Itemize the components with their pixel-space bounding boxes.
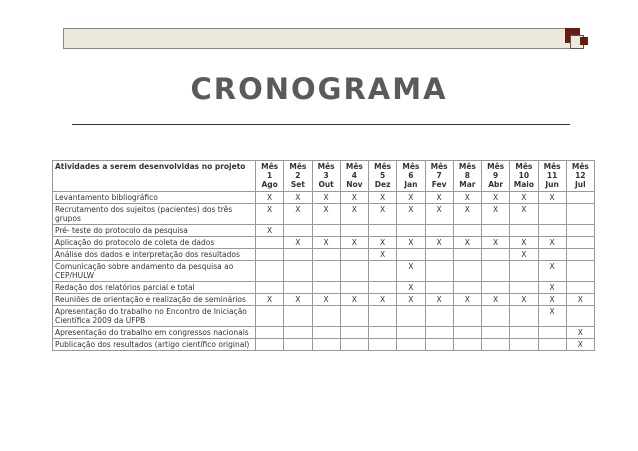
schedule-table bbox=[52, 160, 595, 351]
month-mark-cell: X bbox=[538, 282, 566, 294]
month-mark-cell bbox=[453, 306, 481, 327]
month-header-abbr: Mar bbox=[459, 180, 476, 189]
month-header-abbr: Nov bbox=[346, 180, 363, 189]
month-mark-cell bbox=[312, 249, 340, 261]
month-column-header bbox=[312, 161, 340, 192]
month-mark-cell: X bbox=[482, 204, 510, 225]
month-mark-cell bbox=[566, 249, 594, 261]
month-mark-cell: X bbox=[425, 237, 453, 249]
month-mark-cell bbox=[284, 306, 312, 327]
month-column-header bbox=[566, 161, 594, 192]
month-mark-cell: X bbox=[340, 294, 368, 306]
month-mark-cell bbox=[369, 225, 397, 237]
month-header-abbr: Dez bbox=[374, 180, 391, 189]
month-mark-cell bbox=[482, 327, 510, 339]
month-header-number: 5 bbox=[380, 171, 386, 180]
month-mark-cell bbox=[397, 225, 425, 237]
month-mark-cell bbox=[453, 225, 481, 237]
table-row bbox=[53, 261, 595, 282]
month-mark-cell bbox=[482, 249, 510, 261]
month-mark-cell: X bbox=[425, 204, 453, 225]
month-header-abbr: Maio bbox=[513, 180, 534, 189]
table-row bbox=[53, 327, 595, 339]
month-mark-cell: X bbox=[312, 192, 340, 204]
month-header-label: Mês bbox=[571, 162, 589, 171]
month-header-abbr: Ago bbox=[261, 180, 278, 189]
month-column-header bbox=[369, 161, 397, 192]
month-mark-cell bbox=[510, 225, 538, 237]
table-body bbox=[53, 192, 595, 351]
month-mark-cell bbox=[256, 261, 284, 282]
month-mark-cell bbox=[566, 306, 594, 327]
month-mark-cell bbox=[397, 249, 425, 261]
month-mark-cell: X bbox=[256, 192, 284, 204]
month-mark-cell bbox=[510, 327, 538, 339]
month-mark-cell bbox=[369, 282, 397, 294]
month-mark-cell bbox=[340, 225, 368, 237]
month-header-number: 1 bbox=[267, 171, 273, 180]
month-mark-cell bbox=[284, 339, 312, 351]
month-mark-cell: X bbox=[397, 282, 425, 294]
month-header-number: 11 bbox=[546, 171, 558, 180]
month-mark-cell bbox=[453, 327, 481, 339]
month-mark-cell: X bbox=[312, 204, 340, 225]
month-column-header bbox=[397, 161, 425, 192]
activity-cell: Comunicação sobre andamento da pesquisa ao CEP/HULW bbox=[53, 261, 256, 282]
activity-cell: Apresentação do trabalho no Encontro de Iniciação Científica 2009 da UFPB bbox=[53, 306, 256, 327]
month-mark-cell bbox=[425, 327, 453, 339]
month-mark-cell bbox=[340, 261, 368, 282]
month-mark-cell bbox=[340, 249, 368, 261]
month-mark-cell: X bbox=[256, 225, 284, 237]
month-mark-cell: X bbox=[369, 192, 397, 204]
month-mark-cell: X bbox=[284, 192, 312, 204]
month-mark-cell: X bbox=[538, 306, 566, 327]
activity-cell: Reuniões de orientação e realização de seminários bbox=[53, 294, 256, 306]
month-mark-cell bbox=[482, 282, 510, 294]
month-header-abbr: Out bbox=[318, 180, 334, 189]
activity-cell: Publicação dos resultados (artigo científico original) bbox=[53, 339, 256, 351]
month-mark-cell: X bbox=[425, 192, 453, 204]
month-mark-cell bbox=[510, 261, 538, 282]
month-mark-cell: X bbox=[482, 237, 510, 249]
month-mark-cell bbox=[566, 225, 594, 237]
month-header-label: Mês bbox=[261, 162, 279, 171]
activity-cell: Aplicação do protocolo de coleta de dados bbox=[53, 237, 256, 249]
table-row bbox=[53, 237, 595, 249]
month-mark-cell: X bbox=[369, 237, 397, 249]
month-mark-cell: X bbox=[340, 237, 368, 249]
month-mark-cell bbox=[482, 225, 510, 237]
month-mark-cell: X bbox=[566, 339, 594, 351]
month-header-abbr: Abr bbox=[488, 180, 504, 189]
month-mark-cell bbox=[425, 282, 453, 294]
month-header-abbr: Jan bbox=[404, 180, 418, 189]
table-row bbox=[53, 192, 595, 204]
month-column-header bbox=[340, 161, 368, 192]
month-column-header bbox=[510, 161, 538, 192]
month-column-header bbox=[425, 161, 453, 192]
table-header-row bbox=[53, 161, 595, 192]
table-row bbox=[53, 249, 595, 261]
month-mark-cell bbox=[482, 306, 510, 327]
month-column-header bbox=[453, 161, 481, 192]
month-mark-cell bbox=[312, 327, 340, 339]
month-mark-cell: X bbox=[566, 327, 594, 339]
month-mark-cell bbox=[256, 327, 284, 339]
activity-cell: Pré- teste do protocolo da pesquisa bbox=[53, 225, 256, 237]
month-mark-cell bbox=[256, 249, 284, 261]
title-divider bbox=[72, 124, 570, 125]
month-mark-cell: X bbox=[538, 294, 566, 306]
month-mark-cell: X bbox=[453, 237, 481, 249]
table-row bbox=[53, 225, 595, 237]
month-mark-cell bbox=[397, 339, 425, 351]
activity-cell: Apresentação do trabalho em congressos nacionais bbox=[53, 327, 256, 339]
month-mark-cell bbox=[453, 282, 481, 294]
month-mark-cell bbox=[256, 282, 284, 294]
month-mark-cell: X bbox=[369, 249, 397, 261]
month-mark-cell: X bbox=[538, 261, 566, 282]
month-column-header bbox=[482, 161, 510, 192]
month-mark-cell: X bbox=[510, 237, 538, 249]
month-header-number: 7 bbox=[436, 171, 442, 180]
month-mark-cell bbox=[510, 339, 538, 351]
month-mark-cell bbox=[256, 237, 284, 249]
corner-decoration-small bbox=[580, 37, 588, 45]
month-mark-cell: X bbox=[482, 192, 510, 204]
month-header-label: Mês bbox=[317, 162, 335, 171]
month-header-label: Mês bbox=[374, 162, 392, 171]
month-mark-cell: X bbox=[284, 204, 312, 225]
activity-cell: Redação dos relatórios parcial e total bbox=[53, 282, 256, 294]
month-mark-cell: X bbox=[397, 192, 425, 204]
month-mark-cell: X bbox=[397, 237, 425, 249]
month-mark-cell bbox=[397, 306, 425, 327]
month-mark-cell bbox=[453, 261, 481, 282]
month-mark-cell: X bbox=[510, 204, 538, 225]
month-mark-cell: X bbox=[453, 192, 481, 204]
month-column-header bbox=[538, 161, 566, 192]
month-mark-cell bbox=[369, 327, 397, 339]
month-header-abbr: Set bbox=[290, 180, 305, 189]
month-mark-cell bbox=[510, 282, 538, 294]
month-mark-cell bbox=[538, 225, 566, 237]
month-mark-cell: X bbox=[312, 237, 340, 249]
table-row bbox=[53, 294, 595, 306]
month-header-label: Mês bbox=[430, 162, 448, 171]
month-header-label: Mês bbox=[289, 162, 307, 171]
month-mark-cell bbox=[340, 339, 368, 351]
month-mark-cell bbox=[340, 306, 368, 327]
month-mark-cell bbox=[566, 261, 594, 282]
month-mark-cell: X bbox=[397, 261, 425, 282]
month-mark-cell bbox=[566, 192, 594, 204]
month-mark-cell: X bbox=[538, 237, 566, 249]
month-mark-cell bbox=[538, 249, 566, 261]
month-header-number: 10 bbox=[518, 171, 530, 180]
month-mark-cell bbox=[340, 282, 368, 294]
month-mark-cell bbox=[369, 306, 397, 327]
month-mark-cell: X bbox=[510, 192, 538, 204]
month-mark-cell bbox=[425, 306, 453, 327]
month-mark-cell bbox=[312, 306, 340, 327]
month-mark-cell: X bbox=[510, 294, 538, 306]
month-mark-cell: X bbox=[312, 294, 340, 306]
month-header-label: Mês bbox=[543, 162, 561, 171]
month-header-abbr: Fev bbox=[431, 180, 447, 189]
month-header-label: Mês bbox=[458, 162, 476, 171]
month-mark-cell: X bbox=[369, 294, 397, 306]
month-header-number: 12 bbox=[575, 171, 586, 180]
month-header-number: 9 bbox=[493, 171, 499, 180]
month-mark-cell: X bbox=[256, 294, 284, 306]
month-mark-cell bbox=[482, 261, 510, 282]
month-mark-cell: X bbox=[369, 204, 397, 225]
activity-cell: Análise dos dados e interpretação dos resultados bbox=[53, 249, 256, 261]
table-row bbox=[53, 339, 595, 351]
month-mark-cell bbox=[425, 249, 453, 261]
month-header-number: 8 bbox=[464, 171, 470, 180]
month-mark-cell: X bbox=[397, 294, 425, 306]
month-mark-cell bbox=[284, 249, 312, 261]
month-mark-cell bbox=[482, 339, 510, 351]
month-mark-cell: X bbox=[453, 294, 481, 306]
month-header-label: Mês bbox=[487, 162, 505, 171]
month-mark-cell bbox=[566, 237, 594, 249]
slide-top-bar bbox=[63, 28, 579, 49]
month-column-header bbox=[284, 161, 312, 192]
month-header-number: 6 bbox=[408, 171, 414, 180]
month-mark-cell bbox=[284, 225, 312, 237]
month-mark-cell bbox=[453, 249, 481, 261]
month-mark-cell: X bbox=[397, 204, 425, 225]
month-mark-cell bbox=[566, 204, 594, 225]
month-header-label: Mês bbox=[402, 162, 420, 171]
activity-column-header: Atividades a serem desenvolvidas no projeto bbox=[53, 161, 256, 192]
month-mark-cell bbox=[397, 327, 425, 339]
table-row bbox=[53, 306, 595, 327]
month-mark-cell: X bbox=[284, 294, 312, 306]
month-header-number: 4 bbox=[351, 171, 357, 180]
activity-cell: Levantamento bibliográfico bbox=[53, 192, 256, 204]
month-mark-cell bbox=[369, 339, 397, 351]
month-mark-cell: X bbox=[256, 204, 284, 225]
month-mark-cell bbox=[284, 282, 312, 294]
month-mark-cell: X bbox=[538, 192, 566, 204]
month-mark-cell: X bbox=[340, 204, 368, 225]
month-mark-cell bbox=[425, 339, 453, 351]
month-mark-cell bbox=[312, 225, 340, 237]
month-mark-cell: X bbox=[425, 294, 453, 306]
month-mark-cell bbox=[256, 306, 284, 327]
month-mark-cell bbox=[256, 339, 284, 351]
month-header-label: Mês bbox=[515, 162, 533, 171]
month-mark-cell bbox=[312, 282, 340, 294]
month-header-abbr: Jun bbox=[545, 180, 559, 189]
month-mark-cell bbox=[312, 339, 340, 351]
month-mark-cell bbox=[538, 339, 566, 351]
month-mark-cell bbox=[425, 261, 453, 282]
activity-cell: Recrutamento dos sujeitos (pacientes) dos três grupos bbox=[53, 204, 256, 225]
page-title: CRONOGRAMA bbox=[190, 72, 448, 106]
month-mark-cell bbox=[538, 204, 566, 225]
month-mark-cell: X bbox=[510, 249, 538, 261]
month-mark-cell: X bbox=[482, 294, 510, 306]
month-mark-cell: X bbox=[453, 204, 481, 225]
month-header-abbr: Jul bbox=[575, 180, 586, 189]
month-mark-cell bbox=[510, 306, 538, 327]
month-mark-cell bbox=[425, 225, 453, 237]
month-mark-cell: X bbox=[284, 237, 312, 249]
table-row bbox=[53, 204, 595, 225]
month-mark-cell bbox=[284, 327, 312, 339]
month-header-number: 3 bbox=[323, 171, 329, 180]
month-mark-cell bbox=[312, 261, 340, 282]
month-mark-cell: X bbox=[566, 294, 594, 306]
month-mark-cell bbox=[566, 282, 594, 294]
month-mark-cell bbox=[538, 327, 566, 339]
month-mark-cell bbox=[369, 261, 397, 282]
month-column-header bbox=[256, 161, 284, 192]
month-mark-cell: X bbox=[340, 192, 368, 204]
month-header-number: 2 bbox=[295, 171, 301, 180]
month-header-label: Mês bbox=[345, 162, 363, 171]
month-mark-cell bbox=[340, 327, 368, 339]
month-mark-cell bbox=[284, 261, 312, 282]
table-row bbox=[53, 282, 595, 294]
month-mark-cell bbox=[453, 339, 481, 351]
